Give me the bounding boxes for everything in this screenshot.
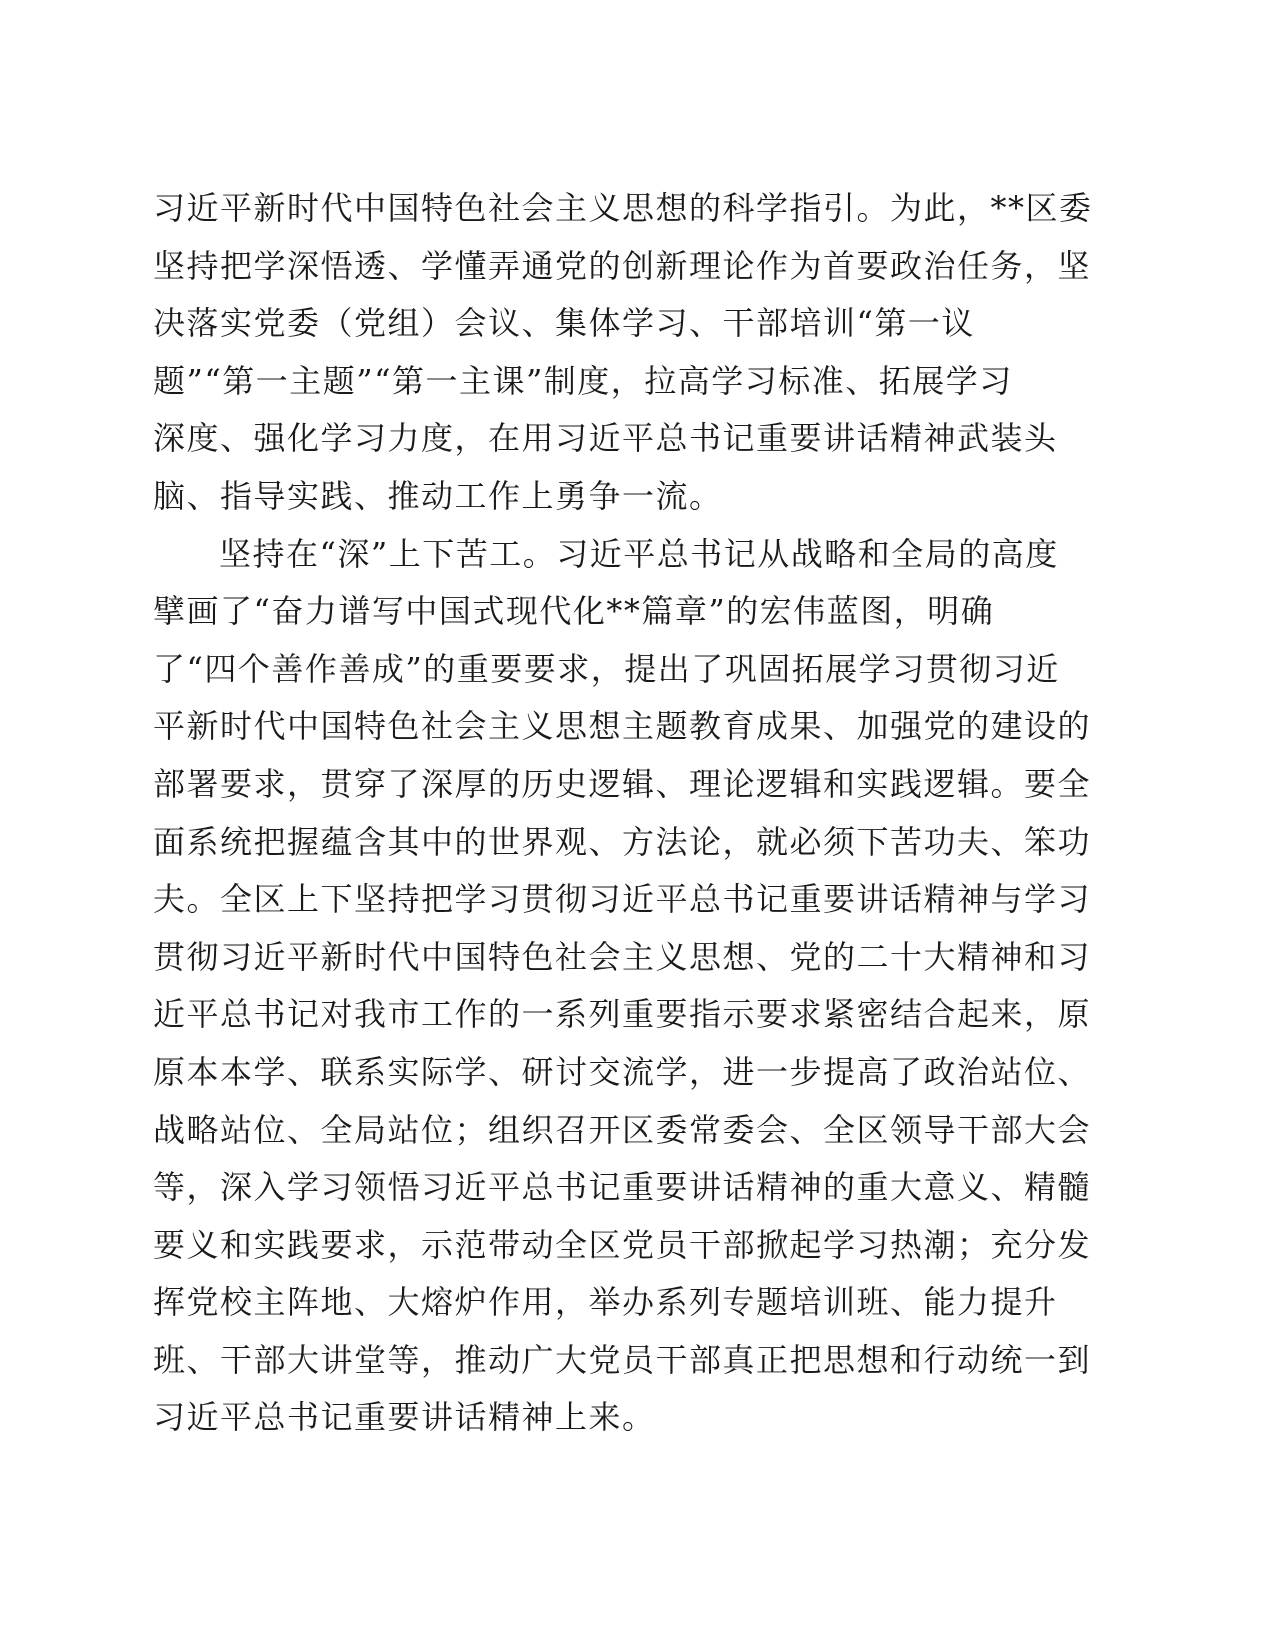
paragraph-deep-study [153,526,1093,1448]
text-line: 坚持把学深悟透、学懂弄通党的创新理论作为首要政治任务，坚 [153,246,1092,285]
body-text [153,180,1093,1447]
paragraph-intro-continued [153,180,1093,526]
text-line: 了“四个善作善成”的重要要求，提出了巩固拓展学习贯彻习近 [153,649,1060,688]
text-line: 近平总书记对我市工作的一系列重要指示要求紧密结合起来，原 [153,995,1092,1034]
text-line: 战略站位、全局站位；组织召开区委常委会、全区领导干部大会 [153,1110,1092,1149]
text-line: 习近平总书记重要讲话精神上来。 [153,1398,656,1437]
text-line: 脑、指导实践、推动工作上勇争一流。 [153,476,723,515]
text-line: 坚持在“深”上下苦工。习近平总书记从战略和全局的高度 [219,534,1059,573]
text-line: 原本本学、联系实际学、研讨交流学，进一步提高了政治站位、 [153,1052,1092,1091]
text-line: 班、干部大讲堂等，推动广大党员干部真正把思想和行动统一到 [153,1340,1092,1379]
text-line: 题”“第一主题”“第一主课”制度，拉高学习标准、拓展学习 [153,361,1013,400]
text-line: 夫。全区上下坚持把学习贯彻习近平总书记重要讲话精神与学习 [153,880,1092,919]
text-line: 部署要求，贯穿了深厚的历史逻辑、理论逻辑和实践逻辑。要全 [153,764,1092,803]
text-line: 挥党校主阵地、大熔炉作用，举办系列专题培训班、能力提升 [153,1283,1058,1322]
text-line: 擘画了“奋力谱写中国式现代化**篇章”的宏伟蓝图，明确 [153,592,995,631]
text-line: 等，深入学习领悟习近平总书记重要讲话精神的重大意义、精髓 [153,1168,1092,1207]
text-line: 贯彻习近平新时代中国特色社会主义思想、党的二十大精神和习 [153,937,1092,976]
text-line: 平新时代中国特色社会主义思想主题教育成果、加强党的建设的 [153,707,1092,746]
text-line: 面系统把握蕴含其中的世界观、方法论，就必须下苦功夫、笨功 [153,822,1092,861]
text-line: 决落实党委（党组）会议、集体学习、干部培训“第一议 [153,304,975,343]
text-line: 习近平新时代中国特色社会主义思想的科学指引。为此，**区委 [153,189,1093,227]
text-line: 深度、强化学习力度，在用习近平总书记重要讲话精神武装头 [153,419,1058,458]
text-line: 要义和实践要求，示范带动全区党员干部掀起学习热潮；充分发 [153,1225,1092,1264]
